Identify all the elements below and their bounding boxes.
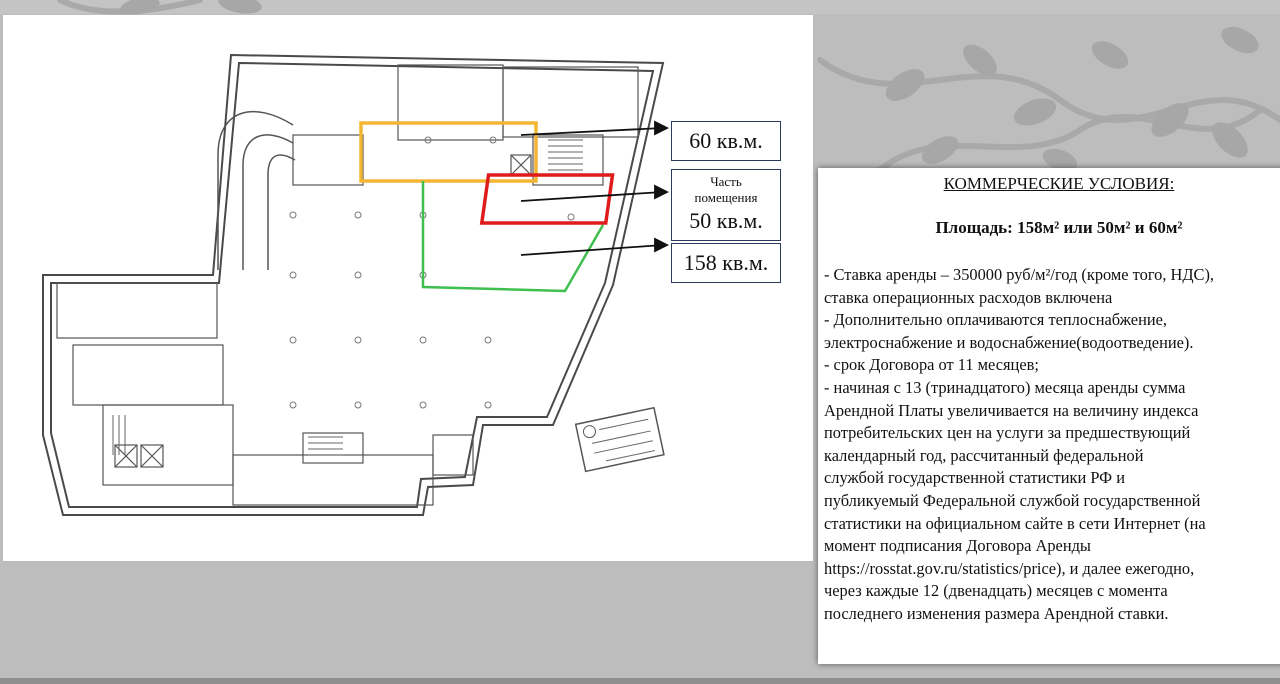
terms-line: Арендной Платы увеличивается на величину индекса <box>824 400 1199 420</box>
bottom-bar <box>0 678 1280 684</box>
terms-line: момент подписания Договора Аренды <box>824 536 1091 556</box>
terms-title: КОММЕРЧЕСКИЕ УСЛОВИЯ: <box>943 174 1175 193</box>
callout-50-sqm <box>671 169 781 241</box>
floor-plan-drawing <box>3 15 813 561</box>
callout-50-label-premises: помещения <box>694 190 758 205</box>
callout-60-sqm <box>671 121 781 161</box>
stamp <box>576 408 664 472</box>
terms-body <box>824 264 1280 626</box>
floor-plan-panel <box>3 15 813 561</box>
terms-line: календарный год, рассчитанный федеральной <box>824 445 1144 465</box>
callout-50-label-part: Часть <box>710 174 742 189</box>
terms-area: Площадь: 158м² или 50м² и 60м² <box>935 218 1183 237</box>
terms-line: - Дополнительно оплачиваются теплоснабжение, <box>824 310 1167 330</box>
terms-line: - Ставка аренды – 350000 руб/м²/год (кроме того, НДС), <box>824 265 1215 284</box>
terms-line: ставка операционных расходов включена <box>824 287 1113 307</box>
callout-50-label: 50 кв.м. <box>689 208 763 233</box>
commercial-terms-card <box>818 168 1280 664</box>
terms-line: последнего изменения размера Арендной ставки. <box>824 603 1169 623</box>
callout-60-label: 60 кв.м. <box>689 128 763 153</box>
terms-line: https://rosstat.gov.ru/statistics/price), и далее ежегодно, <box>824 558 1195 578</box>
terms-line: - начиная с 13 (тринадцатого) месяца аренды сумма <box>824 377 1186 397</box>
callout-158-sqm <box>671 243 781 283</box>
terms-line: электроснабжение и водоснабжение(водоотведение). <box>824 332 1194 352</box>
zone-60-highlight <box>361 123 536 181</box>
terms-line: через каждые 12 (двенадцать) месяцев с момента <box>824 581 1168 601</box>
terms-line: статистики на официальном сайте в сети Интернет (на <box>824 513 1206 533</box>
callout-158-label: 158 кв.м. <box>683 250 769 275</box>
terms-line: службой государственной статистики РФ и <box>824 468 1125 488</box>
terms-line: - срок Договора от 11 месяцев; <box>824 355 1039 375</box>
terms-line: потребительских цен на услуги за предшествующий <box>824 423 1191 443</box>
terms-line: публикуемый Федеральной службой государственной <box>824 490 1201 510</box>
